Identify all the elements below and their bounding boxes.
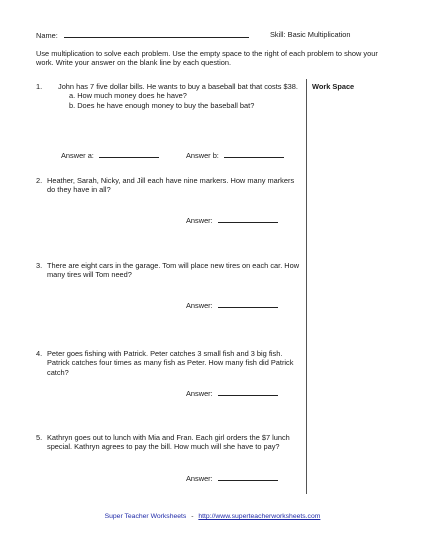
question-number: 4. — [36, 349, 43, 358]
answer-field[interactable] — [218, 215, 278, 223]
answer-label: Answer: — [186, 474, 213, 483]
work-space-label: Work Space — [312, 82, 355, 91]
question-text: There are eight cars in the garage. Tom will place new tires on each car. How many tires will Tom need? — [47, 261, 300, 280]
question-text: Peter goes fishing with Patrick. Peter catches 3 small fish and 3 big fish. Patrick catches four times as many fish as Peter. How many fish did Patrick catch? — [47, 349, 294, 377]
name-label: Name: — [36, 31, 58, 40]
question-text: Heather, Sarah, Nicky, and Jill each have nine markers. How many markers do they have in all? — [47, 176, 295, 195]
question-number: 1. — [36, 82, 43, 91]
answer-b-field[interactable] — [224, 150, 284, 158]
question-number: 3. — [36, 261, 43, 270]
name-line — [36, 30, 249, 40]
footer-site-name: Super Teacher Worksheets — [104, 513, 187, 520]
question-text — [47, 82, 309, 110]
question-number: 2. — [36, 176, 43, 185]
answer-label: Answer: — [186, 389, 213, 398]
answer-a-line — [61, 150, 159, 160]
question-1-sub-a: a. How much money does he have? — [69, 91, 187, 101]
question-text: Kathryn goes out to lunch with Mia and Fran. Each girl orders the $7 lunch special. Kathryn agrees to pay the bill. How much will she have to pay? — [47, 433, 290, 452]
footer — [0, 513, 425, 522]
answer-label: Answer: — [186, 301, 213, 310]
answer-line — [186, 473, 278, 483]
answer-field[interactable] — [218, 388, 278, 396]
footer-url-link[interactable]: http://www.superteacherworksheets.com — [198, 513, 321, 520]
answer-label: Answer: — [186, 216, 213, 225]
question-number: 5. — [36, 433, 43, 442]
answer-line — [186, 388, 278, 398]
answer-line — [186, 300, 278, 310]
instructions: Use multiplication to solve each problem. Use the empty space to the right of each problem to show your work. Write your answer on the blank line by each question. — [36, 49, 378, 68]
skill-label: Skill: Basic Multiplication — [270, 30, 351, 39]
question-1-sub-b: b. Does he have enough money to buy the baseball bat? — [69, 100, 255, 110]
name-field[interactable] — [64, 30, 249, 38]
answer-field[interactable] — [218, 473, 278, 481]
answer-field[interactable] — [218, 300, 278, 308]
work-space-divider — [306, 79, 307, 494]
answer-line — [186, 215, 278, 225]
answer-a-field[interactable] — [99, 150, 159, 158]
footer-separator: - — [191, 513, 194, 520]
answer-b-line — [186, 150, 284, 160]
question-1-main: John has 7 five dollar bills. He wants to buy a baseball bat that costs $38. — [58, 82, 298, 91]
answer-b-label: Answer b: — [186, 151, 219, 160]
answer-a-label: Answer a: — [61, 151, 94, 160]
